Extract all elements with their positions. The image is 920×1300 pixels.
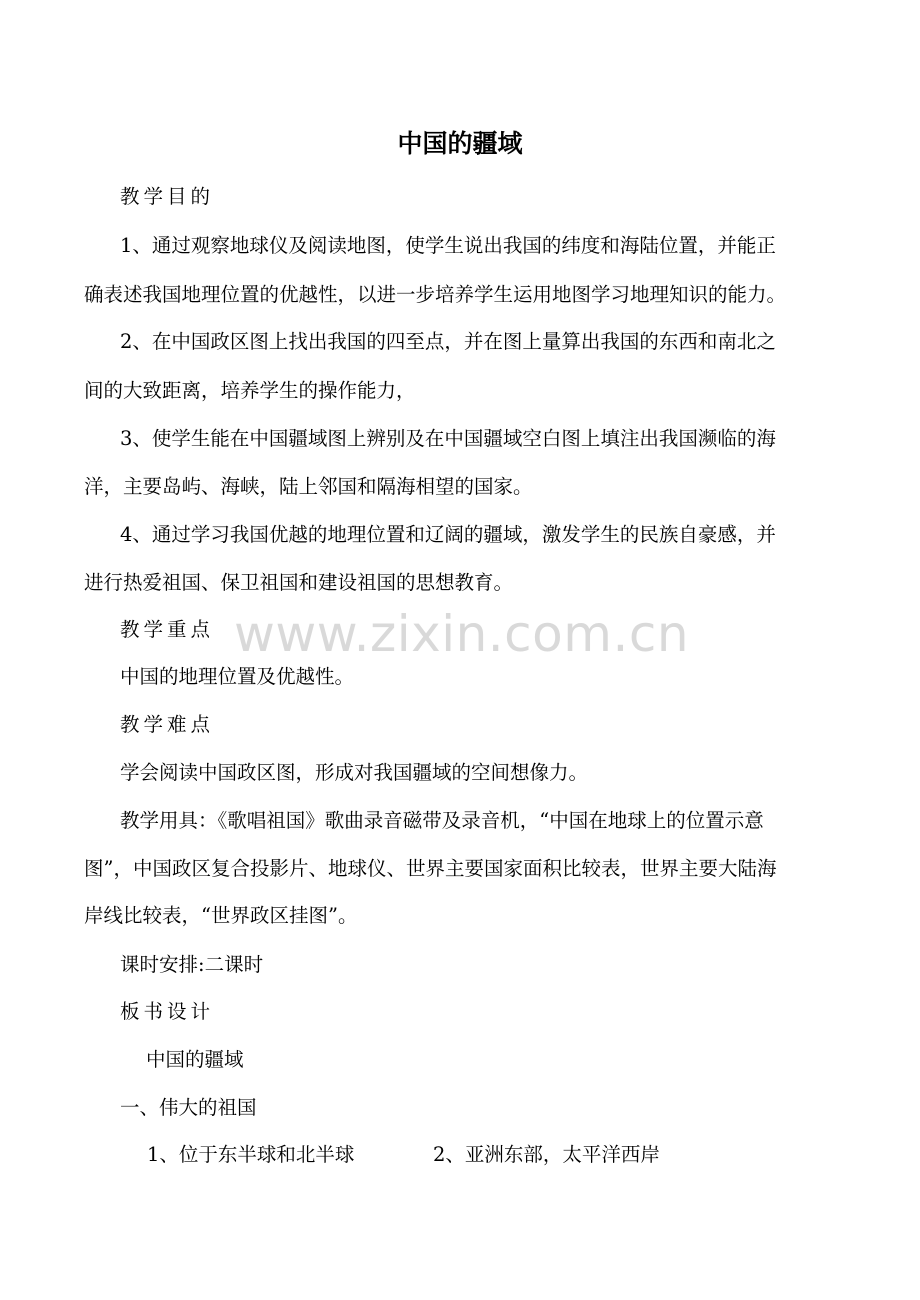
objective4-line1: 4、通过学习我国优越的地理位置和辽阔的疆域，激发学生的民族自豪感，并 (120, 523, 776, 546)
board-item-2: 2、亚洲东部，太平洋西岸 (433, 1143, 660, 1166)
tools-line3: 岸线比较表，“世界政区挂图”。 (84, 904, 358, 927)
schedule: 课时安排:二课时 (120, 953, 264, 976)
difficulty-heading: 教学难点 (120, 713, 215, 736)
tools-line1: 教学用具：《歌唱祖国》歌曲录音磁带及录音机，“中国在地球上的位置示意 (120, 809, 764, 832)
objective2-line2: 间的大致距离，培养学生的操作能力， (84, 379, 416, 402)
page-title: 中国的疆域 (397, 129, 523, 158)
objectives-heading: 教学目的 (120, 185, 215, 208)
key-point-heading: 教学重点 (120, 618, 215, 641)
objective3-line2: 洋，主要岛屿、海峡，陆上邻国和隔海相望的国家。 (84, 475, 533, 498)
board-heading: 板书设计 (120, 1000, 215, 1023)
watermark: www.zixin.com.cn (234, 605, 690, 663)
board-section-1: 一、伟大的祖国 (120, 1096, 257, 1119)
objective4-line2: 进行热爱祖国、保卫祖国和建设祖国的思想教育。 (84, 571, 514, 594)
board-title: 中国的疆域 (146, 1048, 244, 1071)
difficulty-text: 学会阅读中国政区图，形成对我国疆域的空间想像力。 (120, 761, 589, 784)
tools-line2: 图”，中国政区复合投影片、地球仪、世界主要国家面积比较表，世界主要大陆海 (84, 857, 777, 880)
key-point-text: 中国的地理位置及优越性。 (120, 665, 355, 688)
objective2-line1: 2、在中国政区图上找出我国的四至点，并在图上量算出我国的东西和南北之 (120, 330, 776, 353)
objective1-line2: 确表述我国地理位置的优越性，以进一步培养学生运用地图学习地理知识的能力。 (84, 283, 787, 306)
objective1-line1: 1、通过观察地球仪及阅读地图，使学生说出我国的纬度和海陆位置，并能正 (120, 234, 776, 257)
board-item-1: 1、位于东半球和北半球 (147, 1143, 355, 1166)
objective3-line1: 3、使学生能在中国疆域图上辨别及在中国疆域空白图上填注出我国濒临的海 (120, 427, 776, 450)
